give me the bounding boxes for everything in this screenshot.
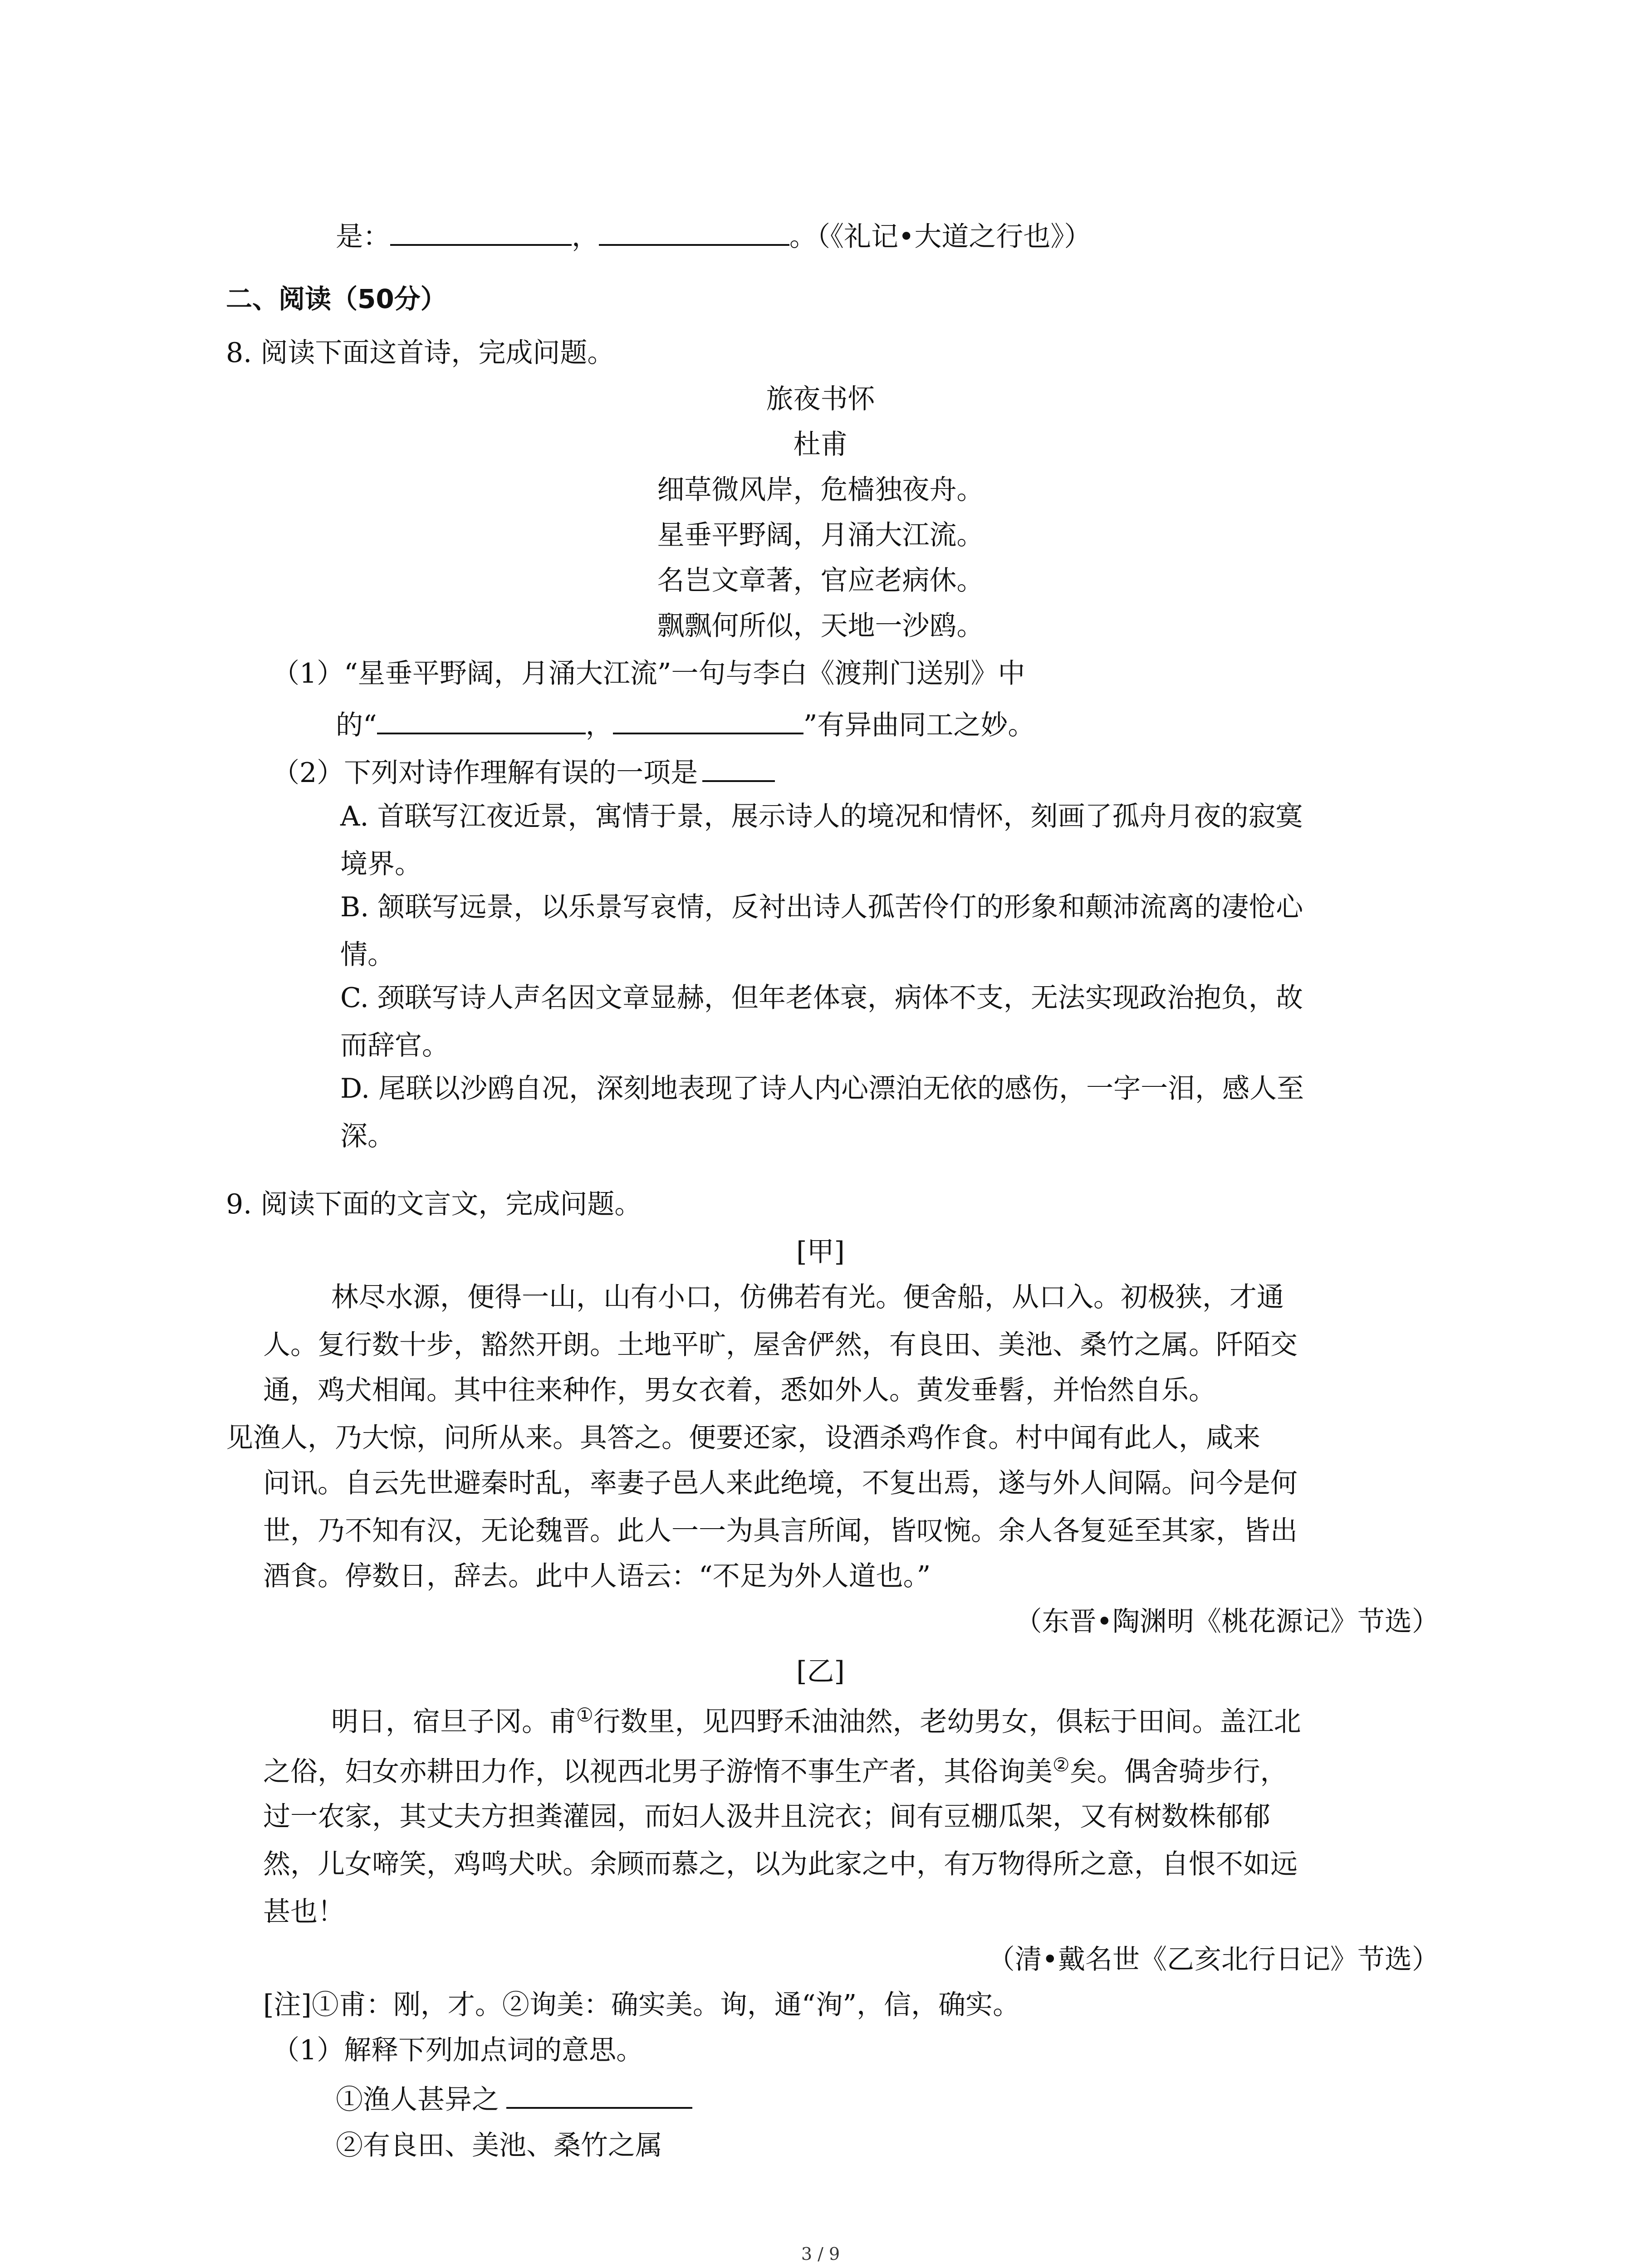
q9-item-text: ①渔人甚异之 [336, 2084, 499, 2116]
top-lead: 是： [336, 221, 390, 253]
answer-blank[interactable] [613, 710, 803, 734]
passage-jia-line: 世，乃不知有汉，无论魏晋。此人一一为具言所闻，皆叹惋。余人各复延至其家，皆出 [263, 1515, 1298, 1547]
poem-line: 细草微风岸，危樯独夜舟。 [657, 474, 984, 506]
poem-line: 星垂平野阔，月涌大江流。 [657, 519, 984, 551]
page-number: 3 / 9 [801, 2244, 840, 2264]
passage-jia-line: 问讯。自云先世避秦时乱，率妻子邑人来此绝境，不复出焉，遂与外人间隔。问今是何 [263, 1467, 1298, 1499]
passage-yi-line [331, 1704, 1301, 1738]
footnote-marker: ① [576, 1704, 593, 1726]
option-c-line1: C. 颈联写诗人声名因文章显赫，但年老体衰，病体不支，无法实现政治抱负，故 [340, 982, 1303, 1014]
option-a-line2: 境界。 [340, 848, 422, 880]
answer-blank[interactable] [506, 2084, 692, 2109]
section-heading: 二、阅读（50分） [226, 284, 447, 314]
option-b-line2: 情。 [340, 939, 395, 971]
passage-yi-line: 甚也！ [263, 1896, 345, 1928]
q8-sub2-line [272, 758, 775, 787]
top-tail: 。（《礼记•大道之行也》） [789, 221, 1092, 253]
poem-line: 名岂文章著，官应老病休。 [657, 565, 984, 596]
q9-item-1 [336, 2084, 692, 2116]
answer-blank[interactable] [702, 758, 775, 782]
option-a-line1: A. 首联写江夜近景，寓情于景，展示诗人的境况和情怀，刻画了孤舟月夜的寂寞 [340, 801, 1303, 832]
passage-yi-text: 之俗，妇女亦耕田力作，以视西北男子游惰不事生产者，其俗询美 [263, 1756, 1053, 1788]
q8-sub1-tail: ”有异曲同工之妙。 [803, 709, 1035, 741]
passage-jia-line: 酒食。停数日，辞去。此中人语云：“不足为外人道也。” [263, 1560, 931, 1592]
question-9-prompt: 9. 阅读下面的文言文，完成问题。 [226, 1188, 642, 1220]
passage-jia-line: 人。复行数十步，豁然开朗。土地平旷，屋舍俨然，有良田、美池、桑竹之属。阡陌交 [263, 1329, 1298, 1361]
q9-item-2 [336, 2132, 662, 2159]
top-comma: ， [572, 221, 599, 253]
passage-yi-text: 行数里，见四野禾油油然，老幼男女，俱耘于田间。盖江北 [593, 1706, 1301, 1738]
top-line [336, 221, 1092, 253]
q9-item-text: ②有良田、美池、桑竹之属 [336, 2130, 662, 2161]
poem-title: 旅夜书怀 [766, 383, 875, 415]
option-d-line1: D. 尾联以沙鸥自况，深刻地表现了诗人内心漂泊无依的感伤，一字一泪，感人至 [340, 1073, 1304, 1105]
passage-jia-label: [甲] [796, 1236, 845, 1268]
q8-sub2-text: （2）下列对诗作理解有误的一项是 [272, 757, 698, 789]
answer-blank[interactable] [599, 221, 789, 246]
passage-jia-source: （东晋•陶渊明《桃花源记》节选） [1014, 1606, 1439, 1637]
q8-sub1-line1: （1）“星垂平野阔，月涌大江流”一句与李白《渡荆门送别》中 [272, 658, 1025, 689]
passage-yi-line [263, 1754, 1288, 1788]
q9-sub1: （1）解释下列加点词的意思。 [272, 2034, 644, 2066]
option-d-line2: 深。 [340, 1120, 395, 1152]
passage-yi-label: [乙] [796, 1656, 845, 1687]
q8-sub1-comma: ， [585, 709, 613, 741]
footnote-marker: ② [1053, 1754, 1070, 1776]
passage-jia-line: 通，鸡犬相闻。其中往来种作，男女衣着，悉如外人。黄发垂髫，并怡然自乐。 [263, 1374, 1216, 1406]
answer-blank[interactable] [390, 221, 572, 246]
passage-yi-text: 矣。偶舍骑步行， [1069, 1756, 1288, 1788]
answer-blank[interactable] [377, 710, 586, 734]
annotation-note: [注]①甫：刚，才。②询美：确实美。询，通“洵”，信，确实。 [263, 1989, 1020, 2021]
passage-jia-line: 林尽水源，便得一山，山有小口，仿佛若有光。便舍船，从口入。初极狭，才通 [331, 1281, 1284, 1313]
passage-yi-source: （清•戴名世《乙亥北行日记》节选） [987, 1944, 1439, 1975]
passage-yi-text: 明日，宿旦子冈。甫 [331, 1706, 576, 1738]
passage-yi-line: 过一农家，其丈夫方担粪灌园，而妇人汲井且浣衣；间有豆棚瓜架，又有树数株郁郁 [263, 1801, 1270, 1833]
poem-author: 杜甫 [793, 429, 848, 460]
question-8-prompt: 8. 阅读下面这首诗，完成问题。 [226, 337, 615, 369]
q8-sub1-lead: 的“ [336, 709, 377, 741]
q8-sub1-line2 [336, 710, 1035, 739]
option-c-line2: 而辞官。 [340, 1030, 449, 1061]
passage-yi-line: 然，儿女啼笑，鸡鸣犬吠。余顾而慕之，以为此家之中，有万物得所之意，自恨不如远 [263, 1848, 1298, 1880]
option-b-line1: B. 颔联写远景，以乐景写哀情，反衬出诗人孤苦伶仃的形象和颠沛流离的凄怆心 [340, 891, 1303, 923]
poem-line: 飘飘何所似，天地一沙鸥。 [657, 610, 984, 642]
passage-jia-line: 见渔人，乃大惊，问所从来。具答之。便要还家，设酒杀鸡作食。村中闻有此人，咸来 [226, 1422, 1260, 1454]
